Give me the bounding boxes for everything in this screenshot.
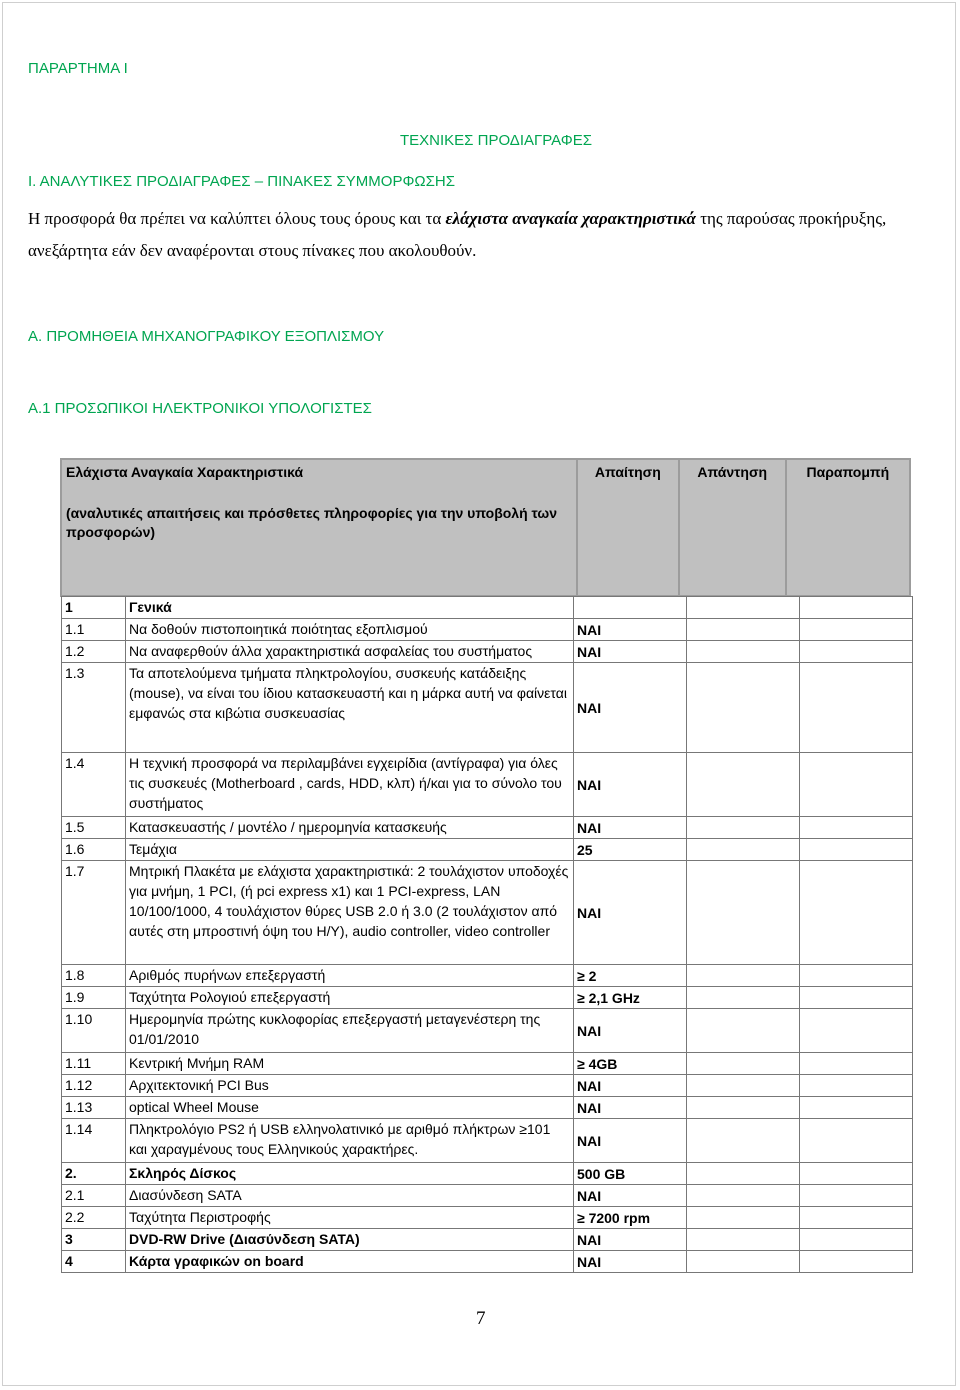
table-row: [62, 619, 913, 641]
row-description: Ημερομηνία πρώτης κυκλοφορίας επεξεργαστή μεταγενέστερη της 01/01/2010: [126, 1009, 574, 1053]
row-answer: [687, 619, 800, 641]
row-description: Σκληρός Δίσκος: [126, 1163, 574, 1185]
row-reference: [800, 641, 913, 663]
row-answer: [687, 1163, 800, 1185]
row-requirement: ΝΑΙ: [574, 1119, 687, 1163]
row-reference: [800, 987, 913, 1009]
row-number: 2.2: [62, 1207, 126, 1229]
section-a-title: Α. ΠΡΟΜΗΘΕΙΑ ΜΗΧΑΝΟΓΡΑΦΙΚΟΥ ΕΞΟΠΛΙΣΜΟΥ: [28, 328, 385, 345]
row-requirement: ΝΑΙ: [574, 1075, 687, 1097]
header-features: Ελάχιστα Αναγκαία Χαρακτηριστικά: [66, 464, 304, 480]
page-number: 7: [476, 1308, 486, 1329]
row-reference: [800, 663, 913, 753]
row-answer: [687, 1251, 800, 1273]
row-reference: [800, 597, 913, 619]
row-number: 1.3: [62, 663, 126, 753]
row-requirement: ΝΑΙ: [574, 817, 687, 839]
row-description: Γενικά: [126, 597, 574, 619]
row-answer: [687, 1075, 800, 1097]
row-number: 1.10: [62, 1009, 126, 1053]
spec-table-body: [62, 597, 913, 1273]
row-requirement: ΝΑΙ: [574, 1251, 687, 1273]
row-description: Αριθμός πυρήνων επεξεργαστή: [126, 965, 574, 987]
table-row: [62, 987, 913, 1009]
row-answer: [687, 1185, 800, 1207]
header-requirement: Απαίτηση: [577, 459, 679, 596]
row-reference: [800, 861, 913, 965]
intro-paragraph: [28, 203, 918, 267]
row-answer: [687, 1207, 800, 1229]
table-row: [62, 1163, 913, 1185]
table-row: [62, 1075, 913, 1097]
table-row: [62, 663, 913, 753]
table-row: [62, 1251, 913, 1273]
row-answer: [687, 839, 800, 861]
row-number: 3: [62, 1229, 126, 1251]
row-requirement: ΝΑΙ: [574, 663, 687, 753]
row-description: Να δοθούν πιστοποιητικά ποιότητας εξοπλισμού: [126, 619, 574, 641]
table-row: [62, 753, 913, 817]
row-number: 1.9: [62, 987, 126, 1009]
row-reference: [800, 1075, 913, 1097]
row-number: 1.11: [62, 1053, 126, 1075]
row-description: Ταχύτητα Ρολογιού επεξεργαστή: [126, 987, 574, 1009]
row-number: 2.1: [62, 1185, 126, 1207]
row-description: Κατασκευαστής / μοντέλο / ημερομηνία κατασκευής: [126, 817, 574, 839]
table-row: [62, 641, 913, 663]
row-reference: [800, 1053, 913, 1075]
intro-emphasis: ελάχιστα αναγκαία χαρακτηριστικά: [445, 209, 696, 228]
row-answer: [687, 965, 800, 987]
row-requirement: 500 GB: [574, 1163, 687, 1185]
table-row: [62, 1053, 913, 1075]
row-requirement: ΝΑΙ: [574, 641, 687, 663]
row-answer: [687, 1097, 800, 1119]
row-description: optical Wheel Mouse: [126, 1097, 574, 1119]
table-row: [62, 1119, 913, 1163]
row-requirement: ΝΑΙ: [574, 619, 687, 641]
technical-specs-title: ΤΕΧΝΙΚΕΣ ΠΡΟΔΙΑΓΡΑΦΕΣ: [400, 132, 592, 149]
table-row: [62, 861, 913, 965]
row-description: Κεντρική Μνήμη RAM: [126, 1053, 574, 1075]
header-answer: Απάντηση: [679, 459, 786, 596]
table-row: [62, 965, 913, 987]
row-requirement: 25: [574, 839, 687, 861]
row-requirement: ΝΑΙ: [574, 861, 687, 965]
row-answer: [687, 861, 800, 965]
row-description: Τεμάχια: [126, 839, 574, 861]
row-reference: [800, 1207, 913, 1229]
header-reference: Παραπομπή: [786, 459, 910, 596]
row-requirement: ΝΑΙ: [574, 1229, 687, 1251]
section-a1-title: Α.1 ΠΡΟΣΩΠΙΚΟΙ ΗΛΕΚΤΡΟΝΙΚΟΙ ΥΠΟΛΟΓΙΣΤΕΣ: [28, 400, 372, 417]
header-features-note: (αναλυτικές απαιτήσεις και πρόσθετες πληροφορίες για την υποβολή των προσφορών): [66, 505, 557, 540]
row-reference: [800, 1229, 913, 1251]
row-requirement: [574, 597, 687, 619]
intro-after: της παρούσας προκήρυξης, ανεξάρτητα εάν δεν αναφέρονται στους πίνακες που ακολουθούν.: [28, 209, 887, 260]
row-requirement: ΝΑΙ: [574, 1185, 687, 1207]
row-requirement: ≥ 7200 rpm: [574, 1207, 687, 1229]
row-reference: [800, 619, 913, 641]
table-row: [62, 1185, 913, 1207]
row-number: 1.8: [62, 965, 126, 987]
row-reference: [800, 1097, 913, 1119]
row-reference: [800, 1009, 913, 1053]
table-row: [62, 1207, 913, 1229]
row-number: 4: [62, 1251, 126, 1273]
row-number: 1.5: [62, 817, 126, 839]
row-number: 1.2: [62, 641, 126, 663]
row-description: Η τεχνική προσφορά να περιλαμβάνει εγχειρίδια (αντίγραφα) για όλες τις συσκευές (Motherboard , cards, HDD, κλπ) ή/και για το σύνολο του συστήματος: [126, 753, 574, 817]
header-features-cell: [61, 459, 577, 596]
row-number: 1.12: [62, 1075, 126, 1097]
row-answer: [687, 641, 800, 663]
annex-title: ΠΑΡΑΡΤΗΜΑ Ι: [28, 60, 128, 77]
spec-table-header: [60, 458, 911, 597]
row-reference: [800, 817, 913, 839]
row-answer: [687, 1119, 800, 1163]
row-reference: [800, 1163, 913, 1185]
row-requirement: ≥ 2,1 GHz: [574, 987, 687, 1009]
row-description: Διασύνδεση SATA: [126, 1185, 574, 1207]
row-reference: [800, 965, 913, 987]
table-row: [62, 597, 913, 619]
section-i-title: Ι. ΑΝΑΛΥΤΙΚΕΣ ΠΡΟΔΙΑΓΡΑΦΕΣ – ΠΙΝΑΚΕΣ ΣΥΜΜΟΡΦΩΣΗΣ: [28, 173, 456, 190]
row-reference: [800, 839, 913, 861]
table-row: [62, 1097, 913, 1119]
row-number: 1.1: [62, 619, 126, 641]
row-description: Να αναφερθούν άλλα χαρακτηριστικά ασφαλείας του συστήματος: [126, 641, 574, 663]
row-number: 1.6: [62, 839, 126, 861]
row-answer: [687, 987, 800, 1009]
row-requirement: ΝΑΙ: [574, 1097, 687, 1119]
row-answer: [687, 817, 800, 839]
row-requirement: ΝΑΙ: [574, 1009, 687, 1053]
row-number: 1.4: [62, 753, 126, 817]
row-description: Τα αποτελούμενα τμήματα πληκτρολογίου, συσκευής κατάδειξης (mouse), να είναι του ίδιου κατασκευαστή και η μάρκα αυτή να φαίνεται εμφανώς στα κιβώτια συσκευασίας: [126, 663, 574, 753]
intro-before: Η προσφορά θα πρέπει να καλύπτει όλους τους όρους και τα: [28, 209, 446, 228]
row-number: 2.: [62, 1163, 126, 1185]
row-answer: [687, 597, 800, 619]
table-row: [62, 839, 913, 861]
row-answer: [687, 1053, 800, 1075]
row-reference: [800, 1251, 913, 1273]
row-number: 1.13: [62, 1097, 126, 1119]
table-row: [62, 1009, 913, 1053]
row-answer: [687, 753, 800, 817]
row-description: Ταχύτητα Περιστροφής: [126, 1207, 574, 1229]
row-reference: [800, 1119, 913, 1163]
table-row: [62, 817, 913, 839]
row-answer: [687, 1229, 800, 1251]
row-reference: [800, 753, 913, 817]
row-number: 1.14: [62, 1119, 126, 1163]
row-requirement: ≥ 4GB: [574, 1053, 687, 1075]
row-answer: [687, 1009, 800, 1053]
spec-table: [61, 596, 913, 1273]
row-requirement: ≥ 2: [574, 965, 687, 987]
row-description: Μητρική Πλακέτα με ελάχιστα χαρακτηριστικά: 2 τουλάχιστον υποδοχές για μνήμη, 1 PCI, (ή pci express x1) και 1 PCI-express, LAN 10/100/1000, 4 τουλάχιστον θύρες USB 2.0 ή 3.0 (2 τουλάχιστον από αυτές στη μπροστινή όψη του Η/Υ), audio controller, video controller: [126, 861, 574, 965]
table-row: [62, 1229, 913, 1251]
row-answer: [687, 663, 800, 753]
row-requirement: ΝΑΙ: [574, 753, 687, 817]
row-reference: [800, 1185, 913, 1207]
row-description: Πληκτρολόγιο PS2 ή USB ελληνολατινικό με αριθμό πλήκτρων ≥101 και χαραγμένους τους Ελληνικούς χαρακτήρες.: [126, 1119, 574, 1163]
row-description: DVD-RW Drive (Διασύνδεση SATA): [126, 1229, 574, 1251]
row-number: 1.7: [62, 861, 126, 965]
row-description: Κάρτα γραφικών on board: [126, 1251, 574, 1273]
row-number: 1: [62, 597, 126, 619]
row-description: Αρχιτεκτονική PCI Bus: [126, 1075, 574, 1097]
